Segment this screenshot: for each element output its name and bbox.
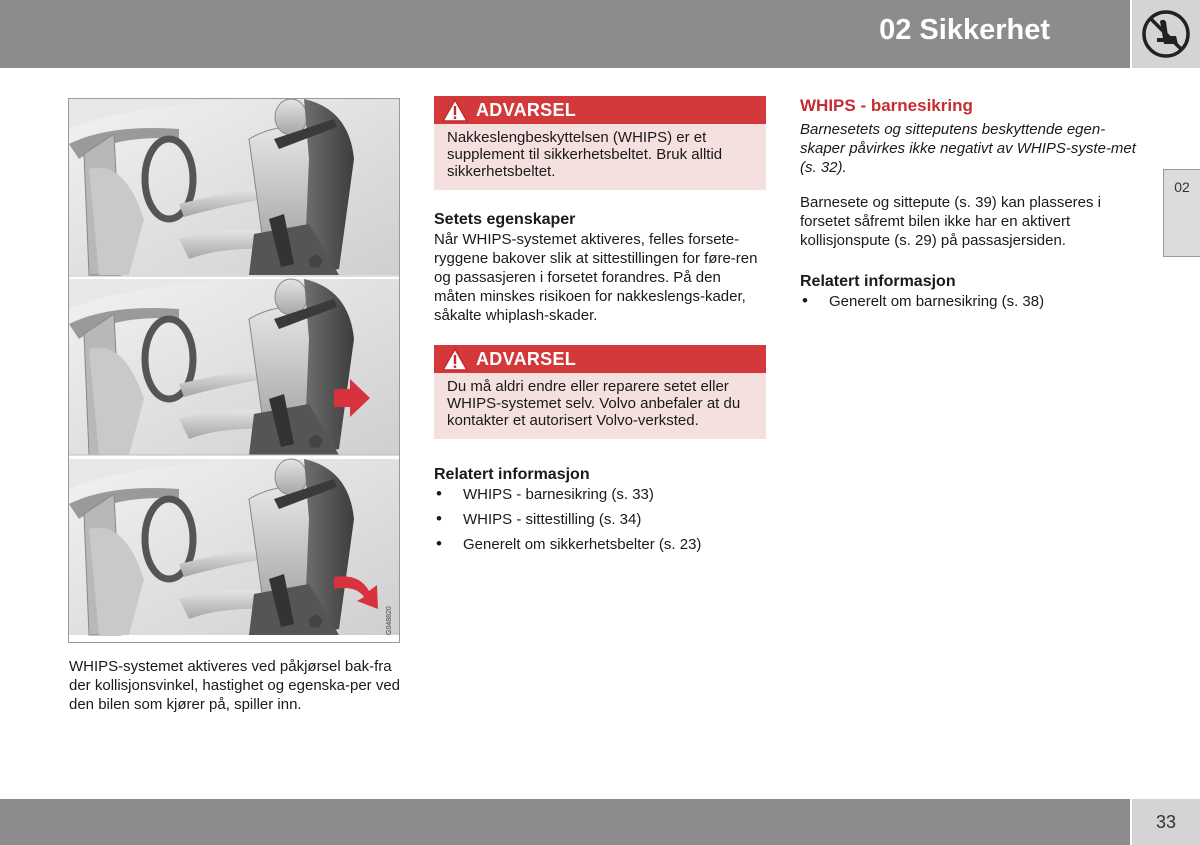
- related-list-2: [800, 292, 1140, 311]
- warning-header-2: [434, 345, 766, 373]
- footer-bar: [0, 799, 1130, 845]
- warning-title: ADVARSEL: [476, 100, 577, 120]
- header-icon-box: [1132, 0, 1200, 68]
- warning-header: [434, 96, 766, 124]
- related-link-item[interactable]: • WHIPS - barnesikring (s. 33): [434, 485, 766, 504]
- seat-section-heading: Setets egenskaper: [434, 211, 576, 228]
- seat-warning-icon: [1140, 8, 1192, 60]
- figure-caption: WHIPS-systemet aktiveres ved påkjørsel bak-fra der kollisjonsvinkel, hastighet og egenska-per ved den bilen som kjører på, spiller inn.: [69, 658, 401, 713]
- warning-text: Nakkeslengbeskyttelsen (WHIPS) er et supplement til sikkerhetsbeltet. Bruk alltid sikkerhetsbeltet.: [447, 129, 723, 180]
- figure-code: G048820: [386, 606, 393, 635]
- warning-triangle-icon: [442, 348, 468, 371]
- child-section-lead: Barnesetets og sitteputens beskyttende egen-skaper påvirkes ikke negativt av WHIPS-syste-met (s. 32).: [800, 121, 1136, 176]
- right-column: [800, 96, 1140, 317]
- header-bar: [0, 0, 1130, 68]
- related-list: [434, 485, 766, 554]
- child-section-text: Barnesete og sittepute (s. 39) kan plasseres i forsetet såfremt bilen ikke har en aktivert kollisjonspute (s. 29) på passasjersiden.: [800, 194, 1101, 249]
- chapter-title: 02 Sikkerhet: [879, 14, 1050, 46]
- child-section-heading: WHIPS - barnesikring: [800, 96, 973, 115]
- page-number: 33: [1132, 799, 1200, 845]
- warning-box: [434, 96, 766, 190]
- related-heading: Relatert informasjon: [434, 466, 590, 483]
- related-heading-2: Relatert informasjon: [800, 273, 956, 290]
- warning-box-2: [434, 345, 766, 439]
- related-link-item[interactable]: • Generelt om barnesikring (s. 38): [800, 292, 1140, 311]
- warning-triangle-icon: [442, 99, 468, 122]
- related-link-item[interactable]: • Generelt om sikkerhetsbelter (s. 23): [434, 535, 766, 554]
- warning-text-2: Du må aldri endre eller reparere setet eller WHIPS-systemet selv. Volvo anbefaler at du kontakter et autorisert Volvo-verksted.: [447, 378, 741, 429]
- related-link-item[interactable]: • WHIPS - sittestilling (s. 34): [434, 510, 766, 529]
- warning-title-2: ADVARSEL: [476, 349, 577, 369]
- chapter-tab[interactable]: 02: [1163, 169, 1200, 257]
- whips-illustration: [68, 98, 400, 643]
- middle-column: [434, 96, 766, 560]
- seat-section-text: Når WHIPS-systemet aktiveres, felles forsete-ryggene bakover slik at sittestillingen for føre-ren og passasjeren i forsetet forandres. På den måten minskes risikoen for nakkeslengs-kader, såkalte whiplash-skader.: [434, 231, 758, 324]
